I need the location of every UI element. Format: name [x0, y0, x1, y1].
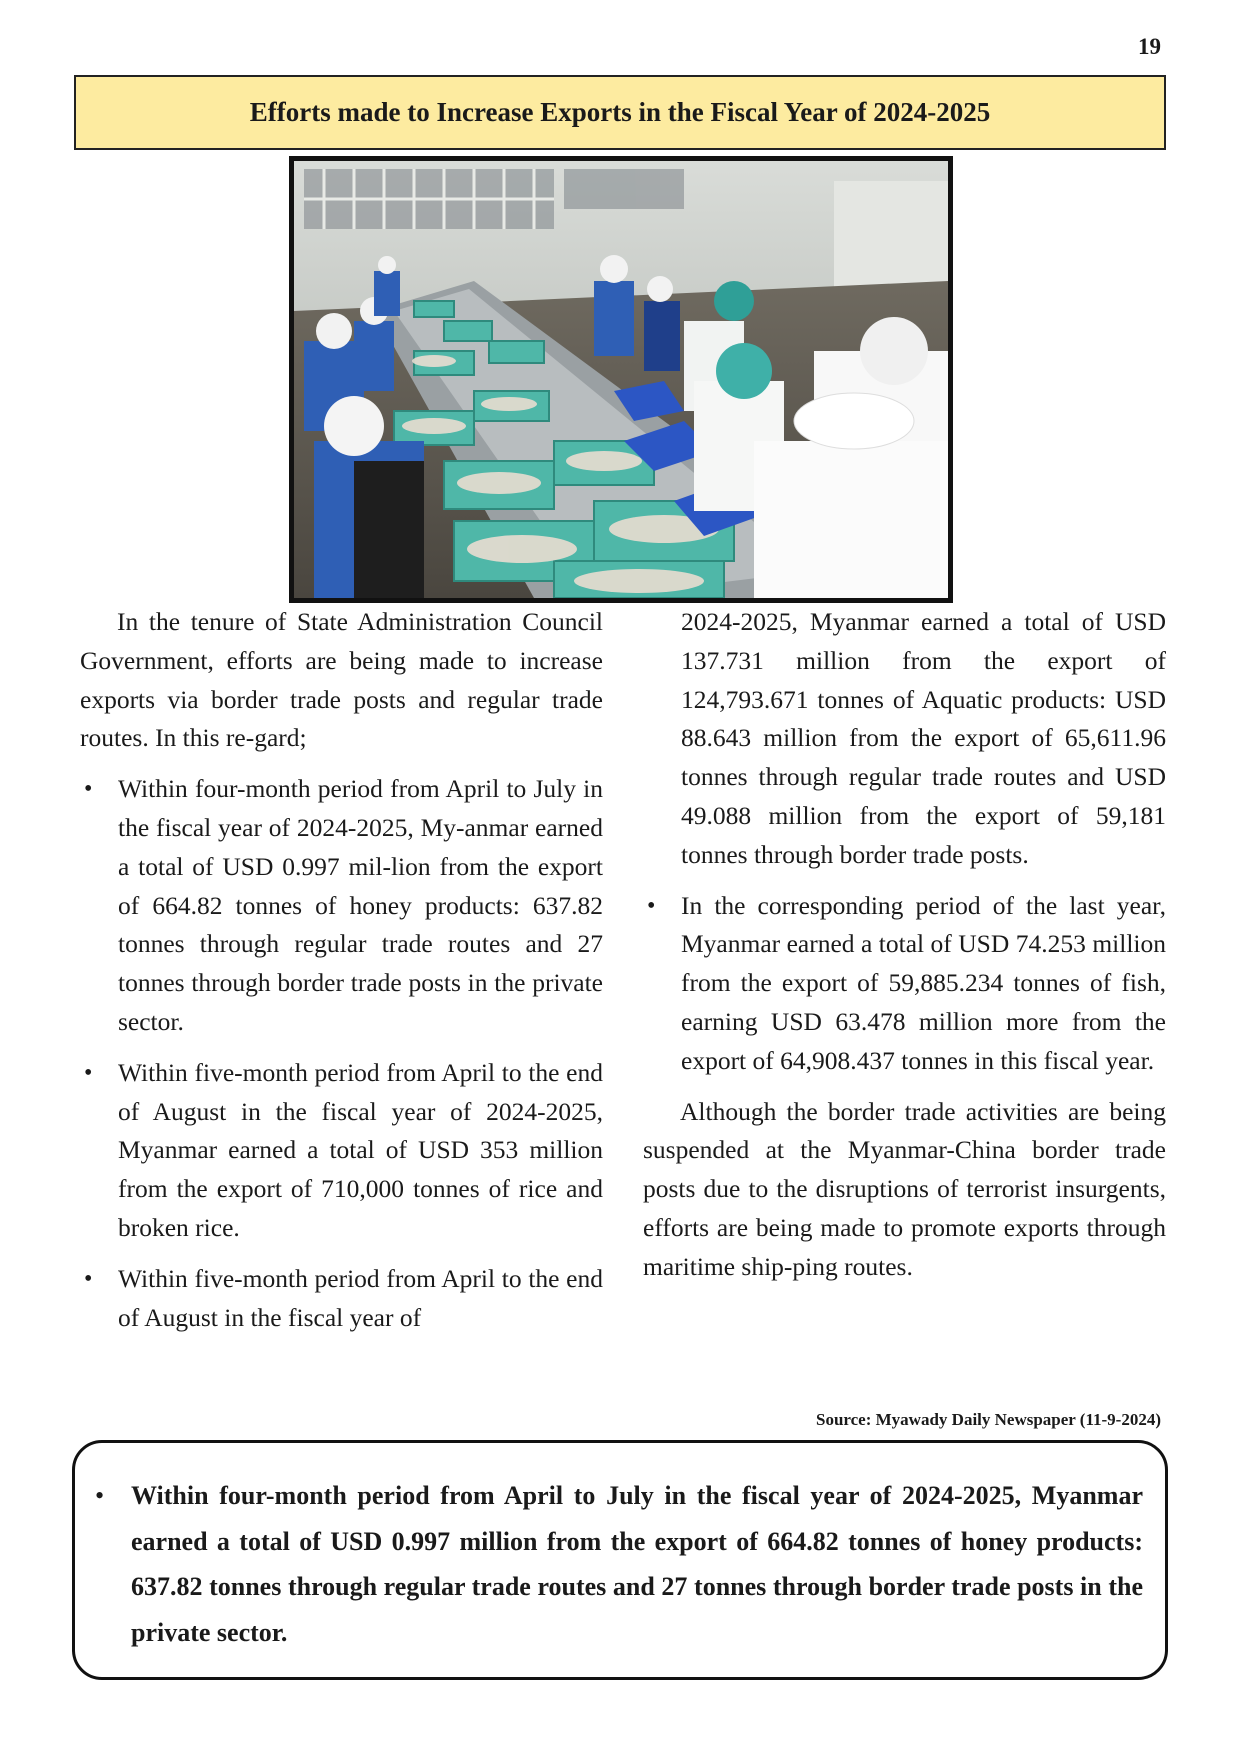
highlight-item: [95, 1473, 1143, 1655]
intro-paragraph: In the tenure of State Administration Council Government, efforts are being made to increase exports via border trade posts and regular trade routes. In this re-gard;: [80, 607, 603, 753]
title-banner: [74, 75, 1166, 150]
highlight-box: [72, 1440, 1168, 1680]
bullet-aquatic-exports-continued: 2024-2025, Myanmar earned a total of USD 137.731 million from the export of 124,793.671 tonnes of Aquatic products: USD 88.643 million from the export of 65,611.96 tonnes through regular trade routes and USD 49.088 million from the export of 59,181 tonnes through border trade posts.: [681, 607, 1166, 869]
bullet-list-right: [643, 887, 1166, 1081]
fish-processing-photo: [289, 156, 953, 603]
bullet-dot-icon: •: [95, 1481, 105, 1510]
bullet-fish-comparison: • In the corresponding period of the last year, Myanmar earned a total of USD 74.253 million from the export of 59,885.234 tonnes of fish, earning USD 63.478 million more from the export of 64,908.437 tonnes in this fiscal year.: [643, 887, 1166, 1081]
page-number: 19: [1138, 34, 1161, 59]
bullet-aquatic-exports-start: • Within five-month period from April to the end of August in the fiscal year of: [80, 1260, 603, 1338]
bullet-list-left: [80, 770, 603, 1337]
photo-illustration: [294, 161, 948, 598]
bullet-rice-exports: • Within five-month period from April to the end of August in the fiscal year of 2024-2025, Myanmar earned a total of USD 353 million from the export of 710,000 tonnes of rice and broken rice.: [80, 1054, 603, 1248]
left-column: [80, 603, 603, 1337]
right-column: [643, 603, 1166, 1287]
highlight-text: Within four-month period from April to July in the fiscal year of 2024-2025, Myanmar earned a total of USD 0.997 million from the export of 664.82 tonnes of honey products: 637.82 tonnes through regular trade routes and 27 tonnes through border trade posts in the private sector.: [131, 1481, 1143, 1647]
bullet-honey-exports: • Within four-month period from April to July in the fiscal year of 2024-2025, My-anmar earned a total of USD 0.997 mil-lion from the export of 664.82 tonnes of honey products: 637.82 tonnes through regular trade routes and 27 tonnes through border trade posts in the private sector.: [80, 770, 603, 1042]
source-citation: Source: Myawady Daily Newspaper (11-9-2024): [815, 1410, 1161, 1429]
page-title: Efforts made to Increase Exports in the Fiscal Year of 2024-2025: [249, 97, 991, 127]
closing-paragraph: Although the border trade activities are being suspended at the Myanmar-China border trade posts due to the disruptions of terrorist insurgents, efforts are being made to promote exports through maritime ship-ping routes.: [643, 1096, 1166, 1281]
